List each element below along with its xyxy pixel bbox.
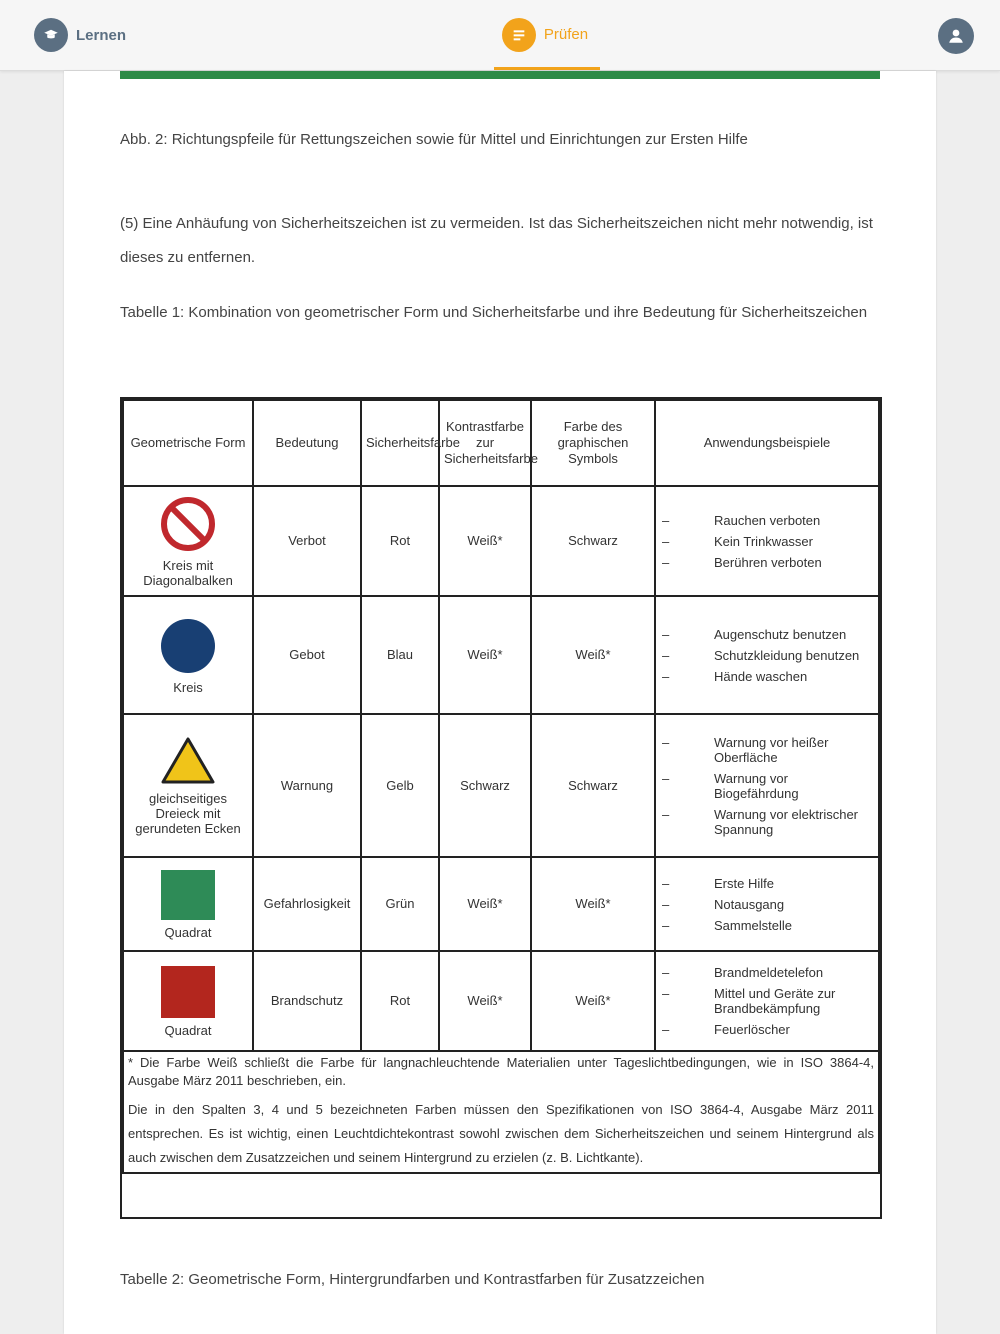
safety-color-cell: Rot xyxy=(361,486,439,596)
section-divider xyxy=(120,71,880,79)
document-page xyxy=(64,71,936,1334)
example-item: – Brandmeldetelefon xyxy=(660,965,874,980)
exam-tab[interactable] xyxy=(480,14,610,70)
example-item: – Notausgang xyxy=(660,897,874,912)
examples-cell xyxy=(655,857,879,951)
example-item: – Rauchen verboten xyxy=(660,513,874,528)
table-row xyxy=(123,951,879,1051)
safety-color-cell: Gelb xyxy=(361,714,439,857)
example-item: – Kein Trinkwasser xyxy=(660,534,874,549)
meaning-cell: Verbot xyxy=(253,486,361,596)
example-item: – Augenschutz benutzen xyxy=(660,627,874,642)
prohibition-sign-icon xyxy=(158,494,218,554)
contrast-color-cell: Weiß* xyxy=(439,596,531,714)
example-item: – Mittel und Geräte zur Brandbekämpfung xyxy=(660,986,874,1016)
paragraph-5: (5) Eine Anhäufung von Sicherheitszeichen ist zu vermeiden. Ist das Sicherheitszeichen nicht mehr notwendig, ist dieses zu entfernen. xyxy=(120,215,873,266)
example-item: – Hände waschen xyxy=(660,669,874,684)
example-item: – Warnung vor Biogefährdung xyxy=(660,771,874,801)
learn-tab-label: Lernen xyxy=(76,26,127,44)
example-item: – Schutzkleidung benutzen xyxy=(660,648,874,663)
meaning-cell: Gebot xyxy=(253,596,361,714)
footnote-iso: Die in den Spalten 3, 4 und 5 bezeichneten Farben müssen den Spezifikationen von ISO 3864-4, Ausgabe März 2011 entsprechen. Es ist wichtig, einen Leuchtdichtekontrast sowohl zwischen dem Sicherheitszeichen und seinem Hintergrund als auch zwischen dem Zusatzzeichen und seinem Hintergrund zu erzielen (z. B. Lichtkante). xyxy=(128,1102,874,1165)
meaning-cell: Brandschutz xyxy=(253,951,361,1051)
safety-color-cell: Grün xyxy=(361,857,439,951)
user-icon[interactable] xyxy=(938,18,974,54)
table-row xyxy=(123,596,879,714)
symbol-color-cell: Schwarz xyxy=(531,486,655,596)
contrast-color-cell: Schwarz xyxy=(439,714,531,857)
example-item: – Warnung vor elektrischer Spannung xyxy=(660,807,874,837)
header-symbol-color: Farbe des graphischen Symbols xyxy=(531,400,655,486)
table-row xyxy=(123,857,879,951)
safety-color-cell: Rot xyxy=(361,951,439,1051)
mandatory-sign-icon xyxy=(158,616,218,676)
contrast-color-cell: Weiß* xyxy=(439,951,531,1051)
shape-caption: Kreis mit Diagonalbalken xyxy=(143,558,233,588)
table-row xyxy=(123,486,879,596)
exam-tab-label: Prüfen xyxy=(543,26,589,43)
table-2-caption: Tabelle 2: Geometrische Form, Hintergrundfarben und Kontrastfarben für Zusatzzeichen xyxy=(120,1271,705,1288)
symbol-color-cell: Weiß* xyxy=(531,951,655,1051)
example-item: – Warnung vor heißer Oberfläche xyxy=(660,735,874,765)
symbol-color-cell: Schwarz xyxy=(531,714,655,857)
shape-caption: Kreis xyxy=(173,679,203,695)
example-item: – Erste Hilfe xyxy=(660,876,874,891)
pencil-icon xyxy=(502,18,536,52)
table-row xyxy=(123,714,879,857)
examples-cell xyxy=(655,951,879,1051)
shape-caption: Quadrat xyxy=(164,924,212,940)
table-footnote-row xyxy=(123,1051,879,1173)
sign-table xyxy=(122,399,880,1174)
active-tab-indicator xyxy=(494,67,600,70)
table-1 xyxy=(120,397,882,1219)
meaning-cell: Gefahrlosigkeit xyxy=(253,857,361,951)
example-item: – Berühren verboten xyxy=(660,555,874,570)
table-footnotes xyxy=(123,1051,879,1173)
shape-caption: gleichseitiges Dreieck mit gerundeten Ecken xyxy=(135,791,241,836)
shape-caption: Quadrat xyxy=(164,1022,212,1038)
figure-caption: Abb. 2: Richtungspfeile für Rettungszeichen sowie für Mittel und Einrichtungen zur Ersten Hilfe xyxy=(120,131,748,148)
examples-cell xyxy=(655,596,879,714)
example-item: – Sammelstelle xyxy=(660,918,874,933)
learn-tab[interactable] xyxy=(34,18,126,52)
examples-cell xyxy=(655,714,879,857)
symbol-color-cell: Weiß* xyxy=(531,857,655,951)
warning-sign-icon xyxy=(159,735,217,787)
table-1-caption: Tabelle 1: Kombination von geometrischer Form und Sicherheitsfarbe und ihre Bedeutung für Sicherheitszeichen xyxy=(120,304,868,321)
hat-icon xyxy=(34,18,68,52)
footnote-white: * Die Farbe Weiß schließt die Farbe für langnachleuchtende Materialien unter Tageslichtbedingungen, wie in ISO 3864-4, Ausgabe März 2011 beschrieben, ein. xyxy=(128,1055,874,1088)
shape-cell xyxy=(123,951,253,1051)
shape-cell xyxy=(123,596,253,714)
symbol-color-cell: Weiß* xyxy=(531,596,655,714)
top-navigation-bar xyxy=(0,0,1000,71)
header-safety-color: Sicherheitsfarbe xyxy=(361,400,439,486)
examples-cell xyxy=(655,486,879,596)
fire-protection-sign-icon xyxy=(160,965,216,1019)
meaning-cell: Warnung xyxy=(253,714,361,857)
header-examples: Anwendungsbeispiele xyxy=(655,400,879,486)
shape-cell xyxy=(123,486,253,596)
shape-cell xyxy=(123,857,253,951)
safety-color-cell: Blau xyxy=(361,596,439,714)
example-item: – Feuerlöscher xyxy=(660,1022,874,1037)
header-contrast-color: Kontrastfarbe zur Sicherheitsfarbe xyxy=(439,400,531,486)
table-header-row xyxy=(123,400,879,486)
contrast-color-cell: Weiß* xyxy=(439,857,531,951)
shape-cell xyxy=(123,714,253,857)
safe-condition-sign-icon xyxy=(160,869,216,921)
header-meaning: Bedeutung xyxy=(253,400,361,486)
header-form: Geometrische Form xyxy=(123,400,253,486)
contrast-color-cell: Weiß* xyxy=(439,486,531,596)
